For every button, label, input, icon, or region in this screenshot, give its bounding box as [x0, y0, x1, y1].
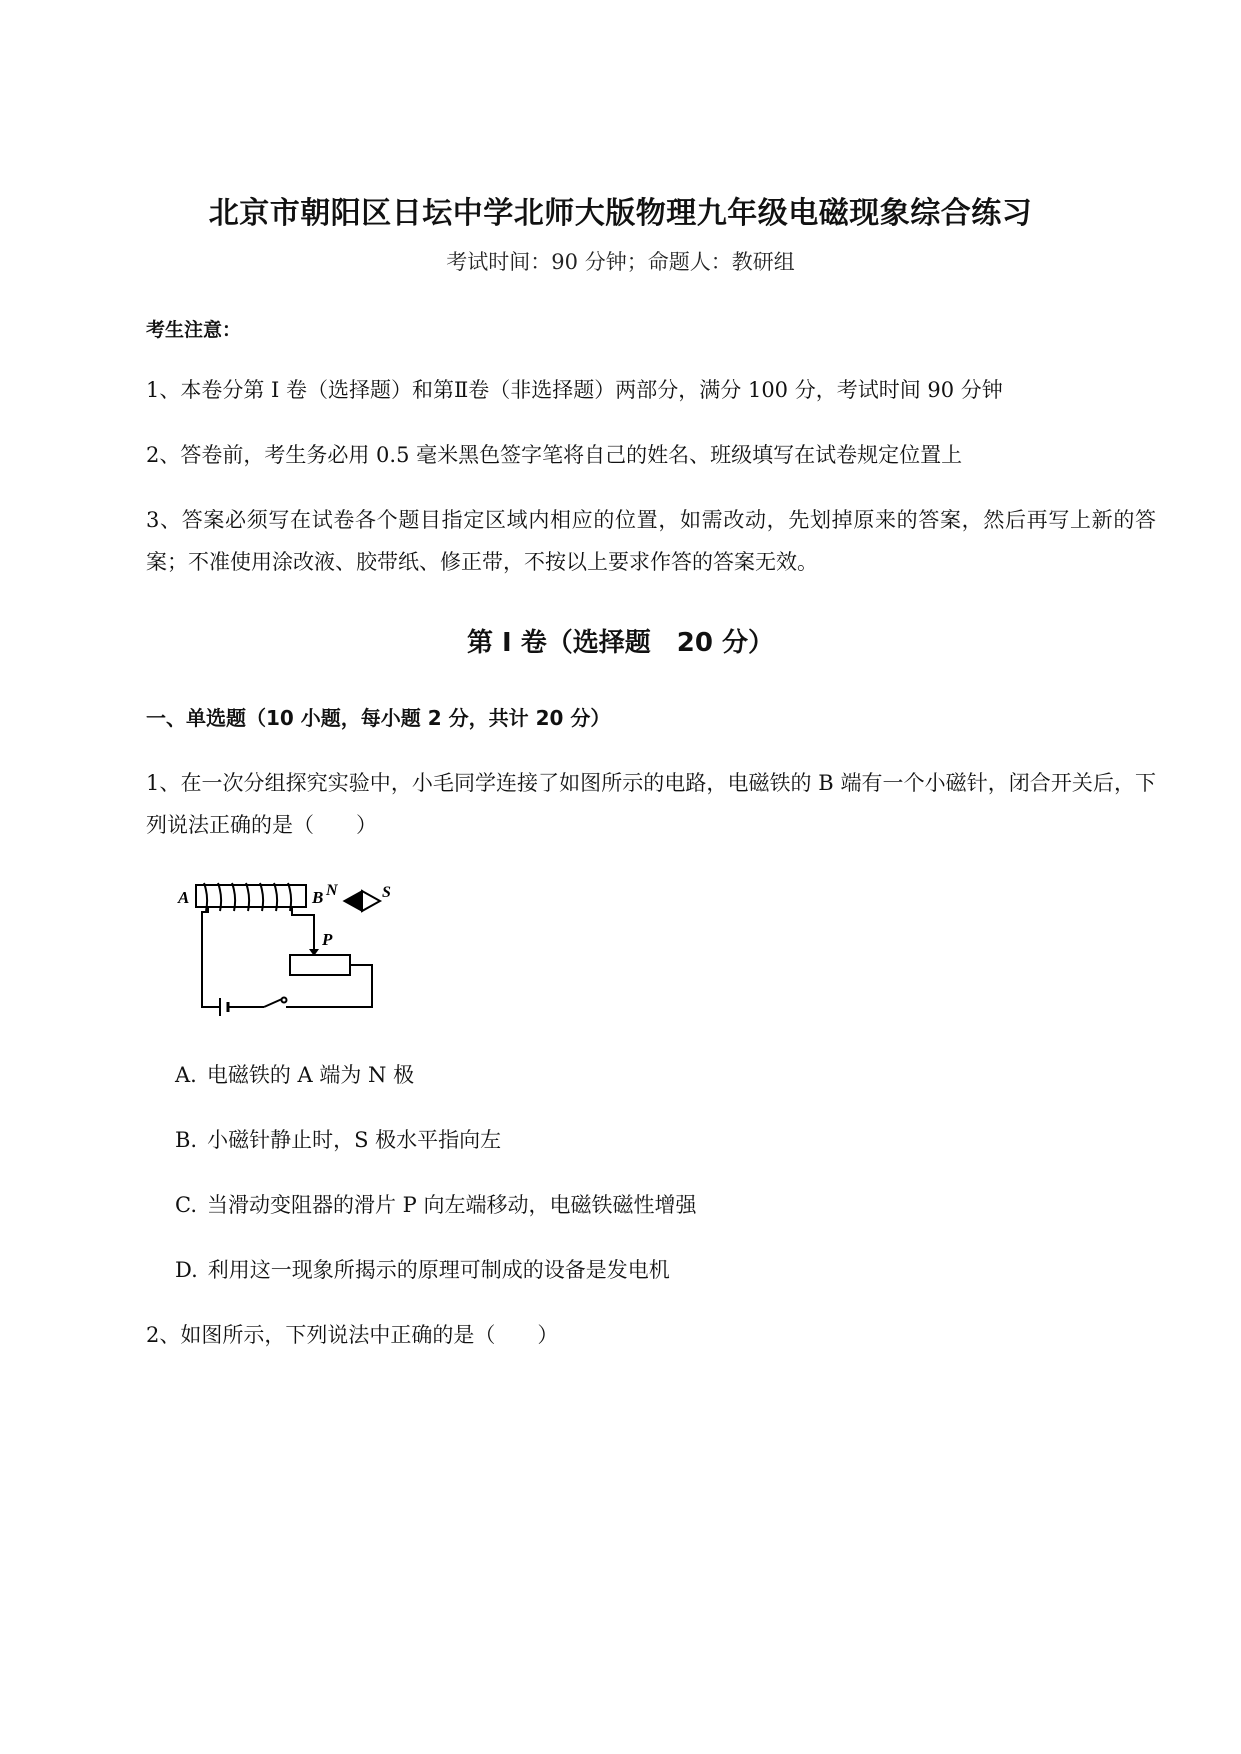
- label-p: P: [322, 930, 333, 949]
- question-1-stem: 1、在一次分组探究实验中，小毛同学连接了如图所示的电路，电磁铁的 B 端有一个小磁针，闭合开关后，下列说法正确的是（ ）: [146, 771, 1156, 837]
- exam-info: 考试时间：90 分钟；命题人：教研组: [446, 250, 795, 274]
- question-1-option-a[interactable]: [175, 1059, 414, 1091]
- option-text: 小磁针静止时，S 极水平指向左: [207, 1128, 502, 1152]
- question-1-option-b[interactable]: [175, 1124, 501, 1156]
- notice-item-1: 1、本卷分第 I 卷（选择题）和第Ⅱ卷（非选择题）两部分，满分 100 分，考试时间 90 分钟: [146, 378, 1003, 402]
- label-a: A: [178, 888, 190, 907]
- option-letter: D.: [175, 1258, 198, 1282]
- question-1-option-c[interactable]: [175, 1189, 696, 1221]
- question-1-option-d[interactable]: [175, 1254, 670, 1286]
- label-s: S: [382, 884, 391, 901]
- notice-item-2: 2、答卷前，考生务必用 0.5 毫米黑色签字笔将自己的姓名、班级填写在试卷规定位置上: [146, 443, 963, 467]
- page-title: 北京市朝阳区日坛中学北师大版物理九年级电磁现象综合练习: [208, 196, 1033, 231]
- part-heading: 一、单选题（10 小题，每小题 2 分，共计 20 分）: [146, 706, 611, 730]
- option-text: 电磁铁的 A 端为 N 极: [206, 1063, 415, 1087]
- option-text: 当滑动变阻器的滑片 P 向左端移动，电磁铁磁性增强: [207, 1193, 697, 1217]
- notice-heading: 考生注意：: [146, 319, 242, 341]
- option-letter: B.: [175, 1128, 198, 1152]
- option-text: 利用这一现象所揭示的原理可制成的设备是发电机: [207, 1258, 670, 1282]
- option-letter: A.: [175, 1063, 197, 1087]
- circuit-diagram: [172, 875, 432, 1025]
- label-b: B: [312, 888, 324, 907]
- notice-item-3: 3、答案必须写在试卷各个题目指定区域内相应的位置，如需改动，先划掉原来的答案，然后再写上新的答案；不准使用涂改液、胶带纸、修正带，不按以上要求作答的答案无效。: [146, 508, 1156, 574]
- label-n: N: [326, 882, 338, 899]
- section-heading: 第 I 卷（选择题 20 分）: [466, 628, 774, 658]
- option-letter: C.: [175, 1193, 197, 1217]
- question-2-stem: 2、如图所示，下列说法中正确的是（ ）: [146, 1323, 559, 1347]
